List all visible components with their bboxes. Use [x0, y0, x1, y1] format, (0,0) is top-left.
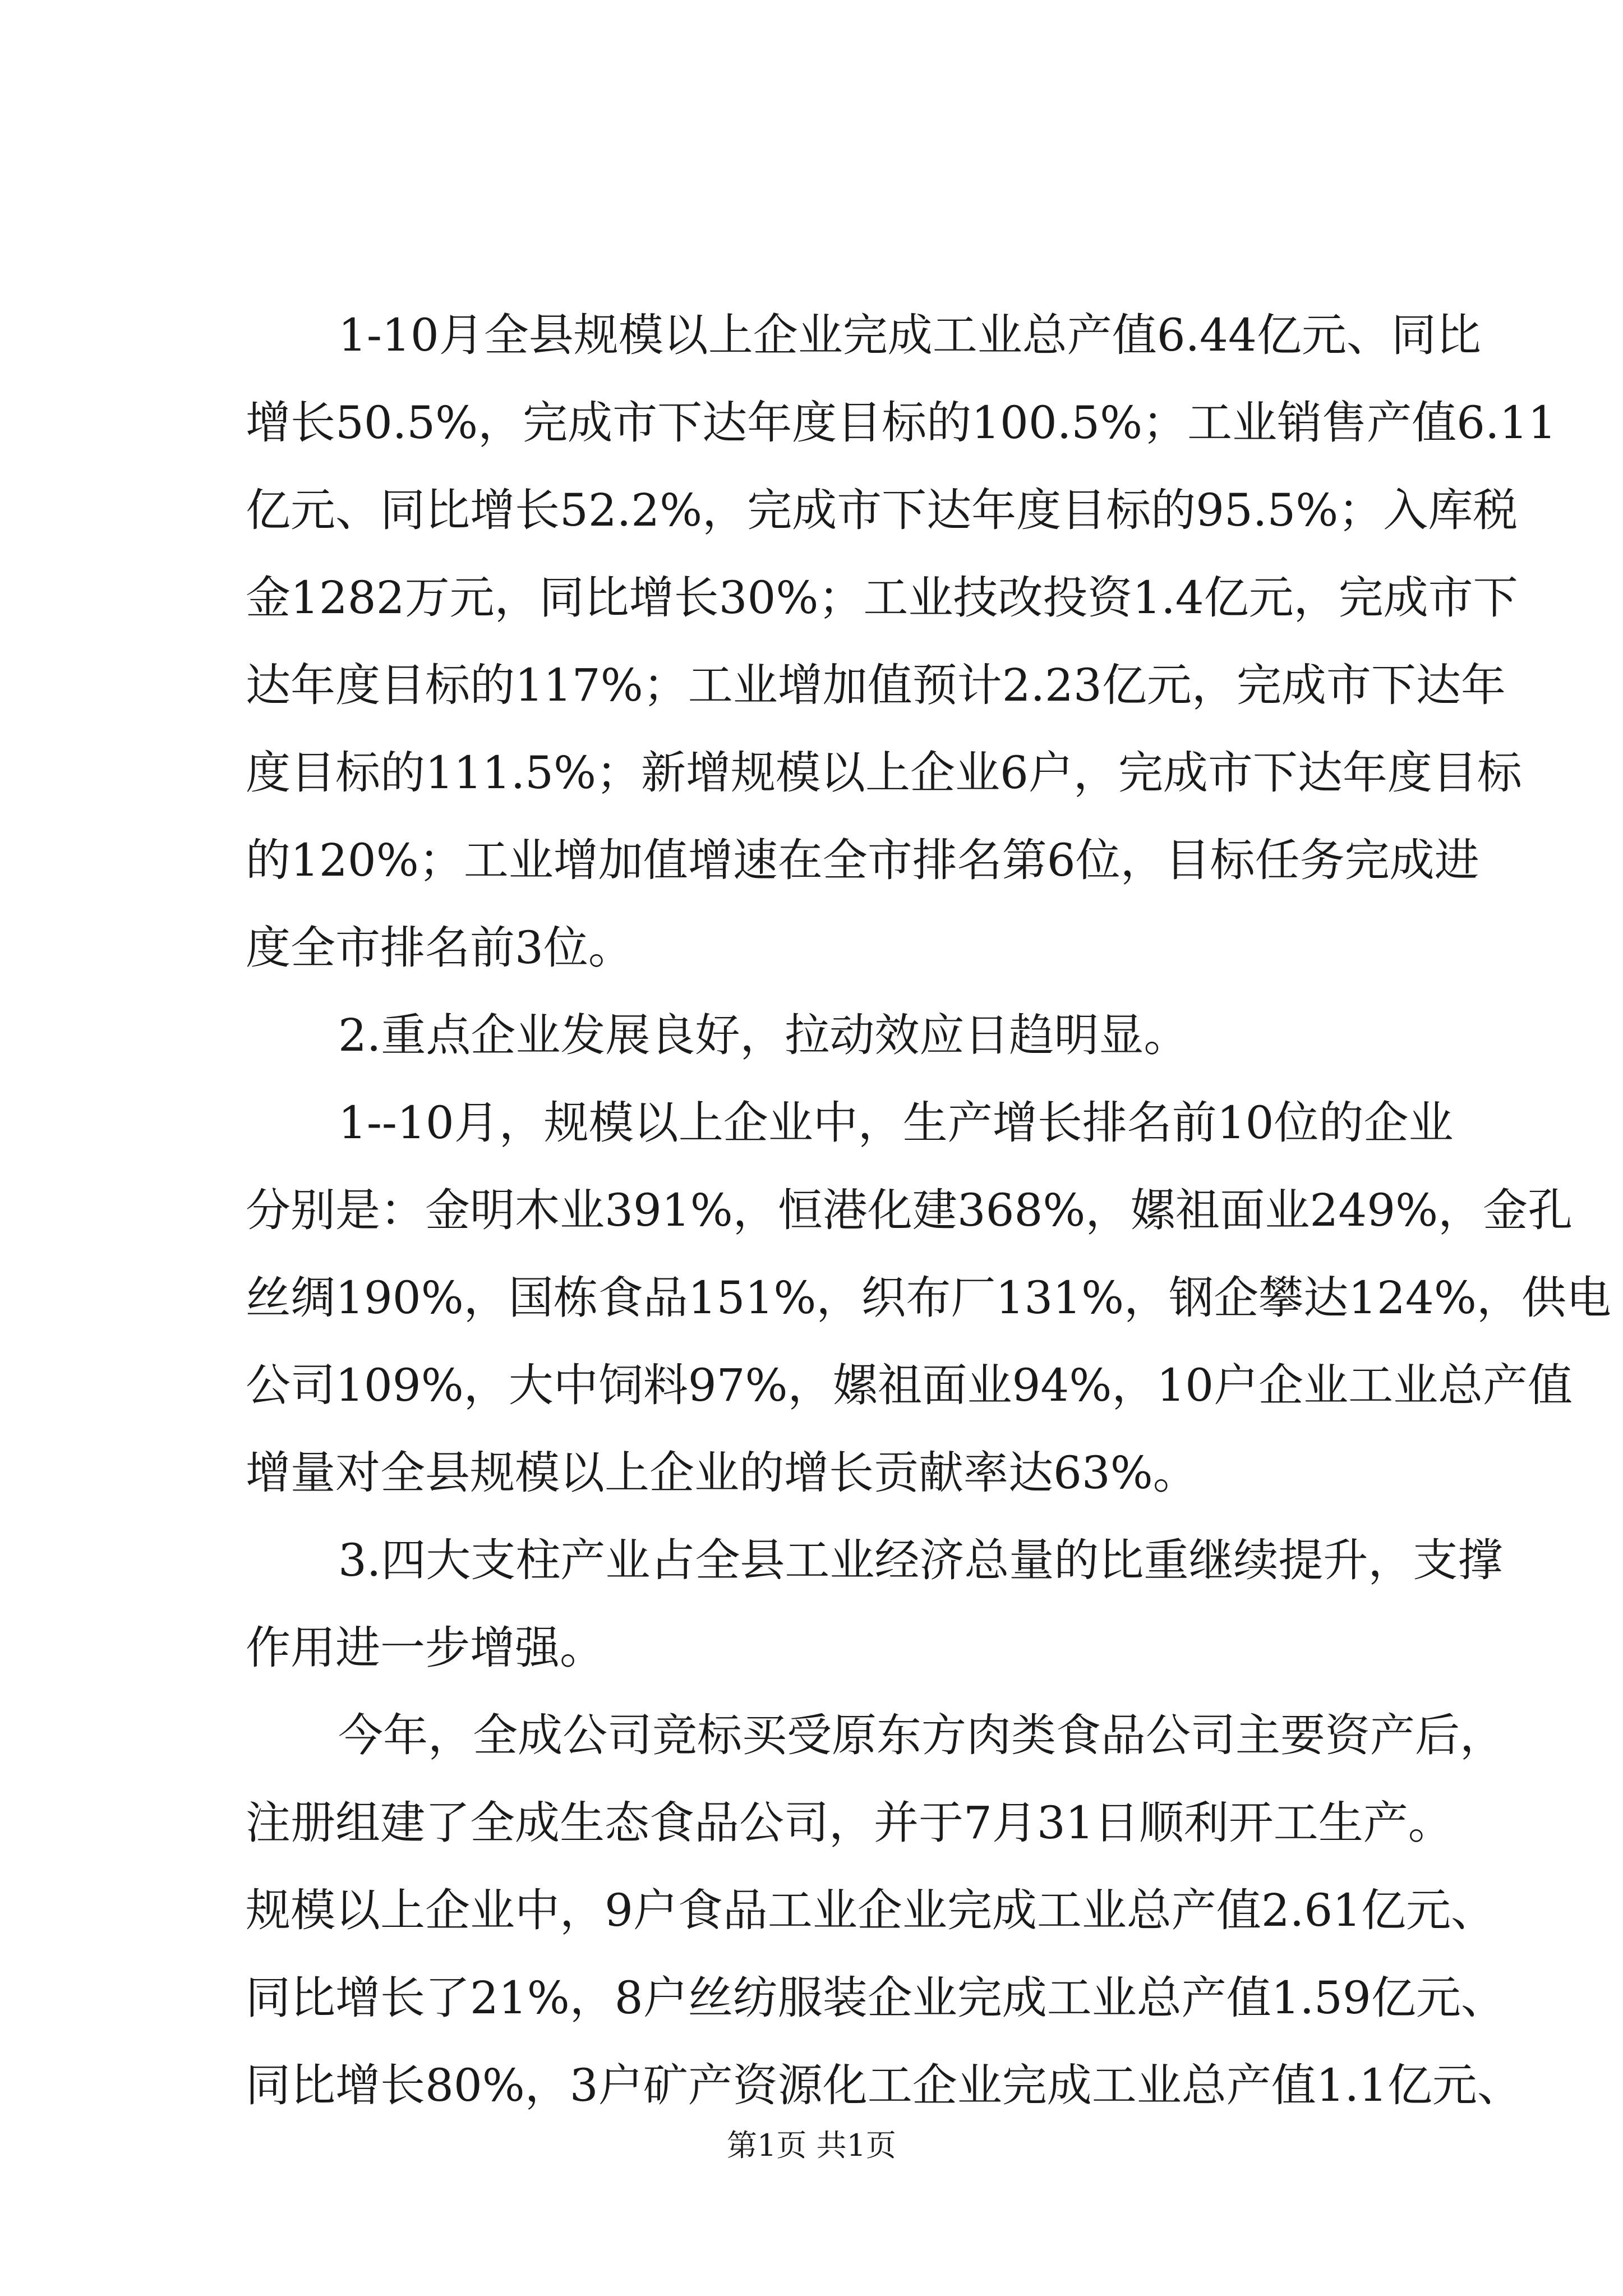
- page-number-label: 第1页 共1页: [727, 2128, 896, 2163]
- text-line: 度全市排名前3位。: [246, 922, 633, 974]
- text-line: 3.四大支柱产业占全县工业经济总量的比重继续提升，支撑: [338, 1534, 1503, 1586]
- document-body: [246, 292, 1611, 2129]
- text-line: 的120%；工业增加值增速在全市排名第6位，目标任务完成进: [246, 834, 1479, 886]
- text-line: 分别是：金明木业391%，恒港化建368%，嫘祖面业249%，金孔: [246, 1184, 1573, 1236]
- text-line: 达年度目标的117%；工业增加值预计2.23亿元，完成市下达年: [246, 659, 1506, 711]
- text-line: 今年，全成公司竞标买受原东方肉类食品公司主要资产后，: [338, 1709, 1505, 1761]
- text-line: 金1282万元，同比增长30%；工业技改投资1.4亿元，完成市下: [246, 572, 1518, 624]
- text-line: 1-10月全县规模以上企业完成工业总产值6.44亿元、同比: [338, 309, 1481, 361]
- text-line: 注册组建了全成生态食品公司，并于7月31日顺利开工生产。: [246, 1797, 1453, 1849]
- text-line: 丝绸190%，国栋食品151%，织布厂131%，钢企攀达124%，供电: [246, 1272, 1611, 1324]
- text-line: 亿元、同比增长52.2%，完成市下达年度目标的95.5%；入库税: [246, 484, 1518, 536]
- text-line: 同比增长了21%，8户丝纺服装企业完成工业总产值1.59亿元、: [246, 1972, 1506, 2024]
- page-footer: [0, 2126, 1623, 2165]
- text-line: 度目标的111.5%；新增规模以上企业6户，完成市下达年度目标: [246, 747, 1522, 799]
- text-line: 公司109%，大中饲料97%，嫘祖面业94%，10户企业工业总产值: [246, 1359, 1573, 1411]
- text-line: 同比增长80%，3户矿产资源化工企业完成工业总产值1.1亿元、: [246, 2059, 1522, 2111]
- text-line: 2.重点企业发展良好，拉动效应日趋明显。: [338, 1009, 1189, 1061]
- text-line: 增量对全县规模以上企业的增长贡献率达63%。: [246, 1447, 1198, 1499]
- text-line: 1--10月，规模以上企业中，生产增长排名前10位的企业: [338, 1097, 1454, 1149]
- text-line: 增长50.5%，完成市下达年度目标的100.5%；工业销售产值6.11: [246, 397, 1557, 449]
- text-line: 规模以上企业中，9户食品工业企业完成工业总产值2.61亿元、: [246, 1884, 1496, 1936]
- text-line: 作用进一步增强。: [246, 1622, 605, 1674]
